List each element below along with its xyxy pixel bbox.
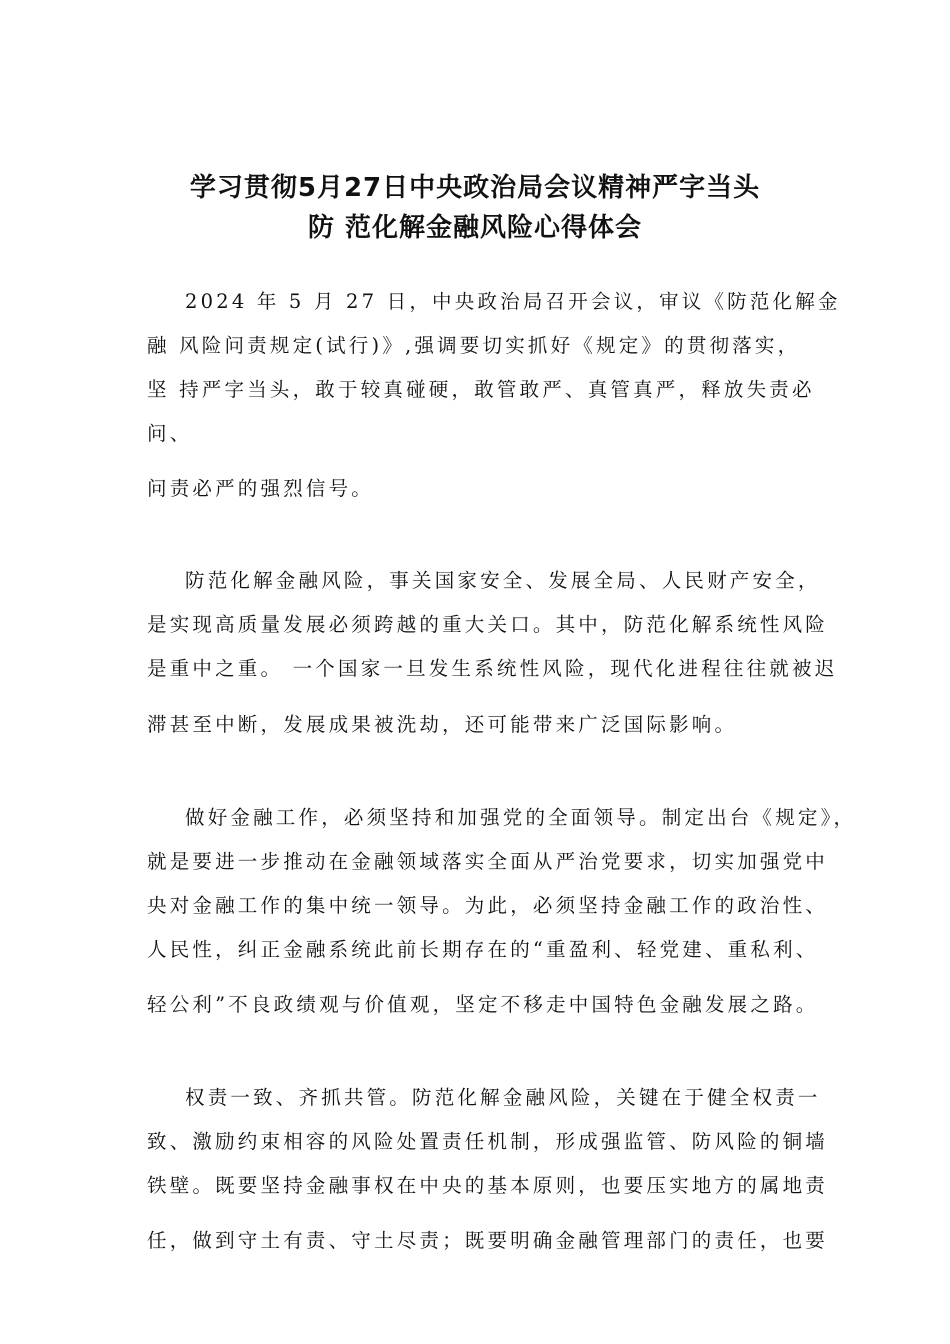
paragraph-line: 权责一致、齐抓共管。防范化解金融风险，关键在于健全权责一: [185, 1086, 821, 1109]
paragraph-line: 坚 持严字当头，敢于较真碰硬，敢管敢严、真管真严，释放失责必: [147, 378, 815, 401]
paragraph-line: 人民性，纠正金融系统此前长期存在的“重盈利、轻党建、重私利、: [147, 938, 819, 961]
document-title-line-2: 防 范化解金融风险心得体会: [307, 213, 643, 244]
paragraph-line: 是实现高质量发展必须跨越的重大关口。其中，防范化解系统性风险: [147, 613, 829, 636]
paragraph-line: 问、: [147, 422, 193, 445]
paragraph-line: 任，做到守土有责、守土尽责；既要明确金融管理部门的责任，也要: [147, 1229, 829, 1252]
paragraph-line: 做好金融工作，必须坚持和加强党的全面领导。制定出台《规定》，: [185, 806, 857, 829]
paragraph-line: 防范化解金融风险，事关国家安全、发展全局、人民财产安全，: [185, 569, 821, 592]
paragraph-line: 轻公利”不良政绩观与价值观，坚定不移走中国特色金融发展之路。: [147, 993, 819, 1016]
paragraph-line: 融 风险问责规定(试行)》,强调要切实抓好《规定》的贯彻落实，: [147, 334, 801, 357]
paragraph-line: 是重中之重。 一个国家一旦发生系统性风险，现代化进程往往就被迟: [147, 657, 838, 680]
document-title-line-1: 学习贯彻5月27日中央政治局会议精神严字当头: [189, 173, 761, 204]
paragraph-line: 问责必严的强烈信号。: [147, 477, 375, 500]
paragraph-line: 致、激励约束相容的风险处置责任机制，形成强监管、防风险的铜墙: [147, 1130, 829, 1153]
paragraph-line: 滞甚至中断，发展成果被洗劫，还可能带来广泛国际影响。: [147, 713, 738, 736]
paragraph-line: 铁壁。既要坚持金融事权在中央的基本原则，也要压实地方的属地责: [147, 1174, 829, 1197]
paragraph-line: 2024 年 5 月 27 日，中央政治局召开会议，审议《防范化解金: [185, 290, 841, 313]
paragraph-line: 就是要进一步推动在金融领域落实全面从严治党要求，切实加强党中: [147, 850, 829, 873]
paragraph-line: 央对金融工作的集中统一领导。为此，必须坚持金融工作的政治性、: [147, 894, 829, 917]
